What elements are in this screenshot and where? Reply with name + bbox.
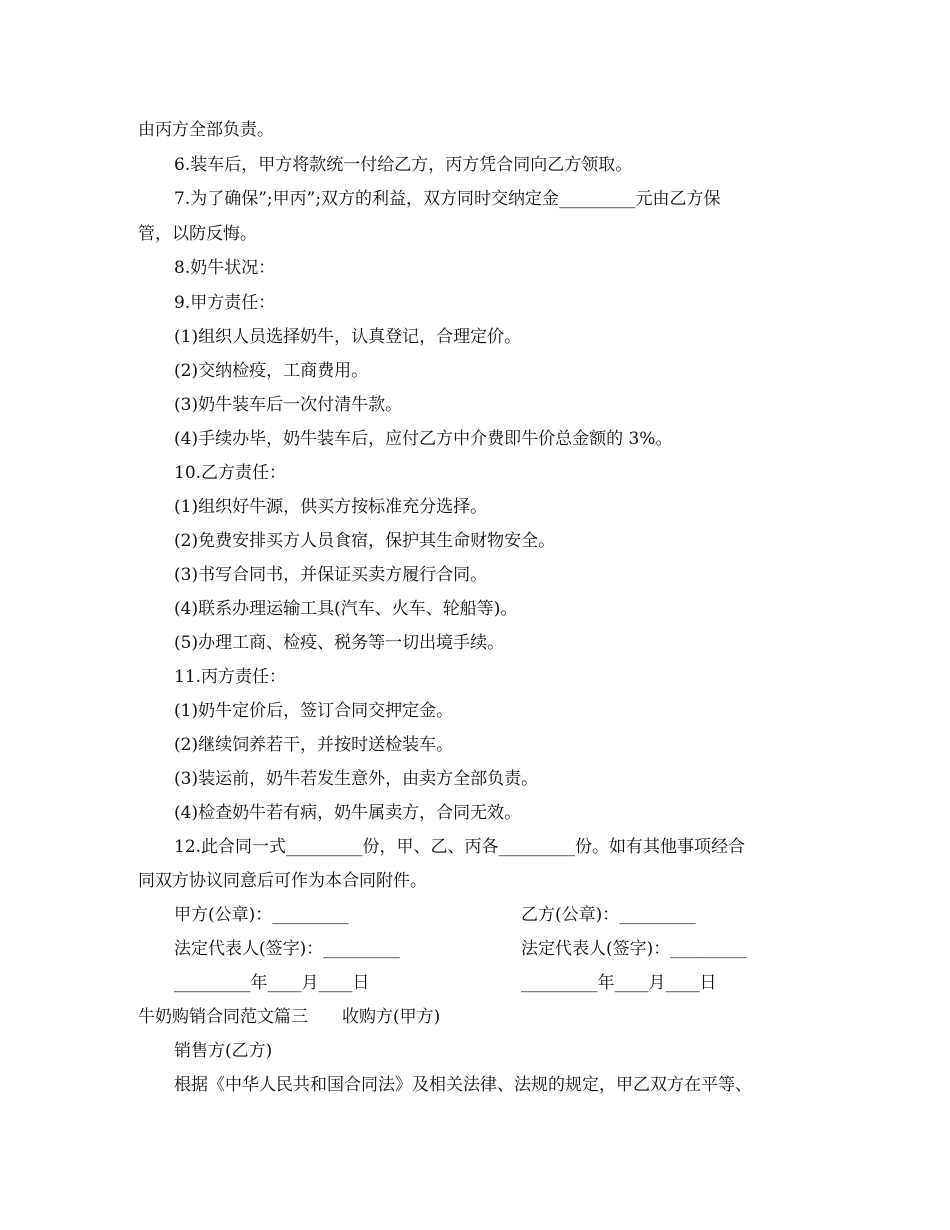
clause-6: 6.装车后，甲方将款统一付给乙方，丙方凭合同向乙方领取。 [174, 155, 633, 175]
clause-11-item: (3)装运前，奶牛若发生意外，由卖方全部负责。 [174, 769, 539, 789]
clause-7: 7.为了确保”;甲丙”;双方的利益，双方同时交纳定金_________元由乙方保 [174, 189, 721, 209]
clause-9-item: (1)组织人员选择奶牛，认真登记，合理定价。 [174, 327, 522, 347]
clause-9-heading: 9.甲方责任： [174, 293, 276, 313]
contract-intro: 根据《中华人民共和国合同法》及相关法律、法规的规定，甲乙双方在平等、 [174, 1075, 752, 1095]
clause-9-item: (3)奶牛装车后一次付清牛款。 [174, 395, 403, 415]
clause-11-item: (2)继续饲养若干，并按时送检装车。 [174, 735, 454, 755]
party-b-date: _________年____月____日 [521, 973, 717, 993]
clause-10-item: (2)免费安排买方人员食宿，保护其生命财物安全。 [174, 531, 556, 551]
clause-11-item: (1)奶牛定价后，签订合同交押定金。 [174, 701, 454, 721]
clause-9-item: (4)手续办毕，奶牛装车后，应付乙方中介费即牛价总金额的 3%。 [174, 429, 673, 449]
clause-10-item: (1)组织好牛源，供买方按标准充分选择。 [174, 497, 488, 517]
clause-7-continued: 管，以防反悔。 [138, 224, 257, 244]
party-b-representative: 法定代表人(签字)：_________ [521, 939, 747, 959]
clause-10-item: (3)书写合同书，并保证买卖方履行合同。 [174, 565, 488, 585]
party-a-representative: 法定代表人(签字)：_________ [174, 939, 400, 959]
section-heading: 牛奶购销合同范文篇三 收购方(甲方) [138, 1007, 441, 1027]
seller-label: 销售方(乙方) [174, 1041, 273, 1061]
clause-11-heading: 11.丙方责任： [174, 667, 287, 687]
clause-9-item: (2)交纳检疫，工商费用。 [174, 361, 369, 381]
clause-12-continued: 同双方协议同意后可作为本合同附件。 [138, 871, 427, 891]
clause-11-item: (4)检查奶牛若有病，奶牛属卖方，合同无效。 [174, 803, 522, 823]
clause-12: 12.此合同一式_________份，甲、乙、丙各_________份。如有其他事项经合 [174, 837, 746, 857]
party-a-seal: 甲方(公章)：_________ [174, 905, 349, 925]
clause-10-item: (4)联系办理运输工具(汽车、火车、轮船等)。 [174, 599, 518, 619]
party-a-date: _________年____月____日 [174, 973, 370, 993]
party-b-seal: 乙方(公章)：_________ [521, 905, 696, 925]
clause-10-item: (5)办理工商、检疫、税务等一切出境手续。 [174, 633, 505, 653]
clause-8: 8.奶牛状况： [174, 258, 276, 278]
text-line: 由丙方全部负责。 [138, 120, 274, 140]
clause-10-heading: 10.乙方责任： [174, 463, 287, 483]
